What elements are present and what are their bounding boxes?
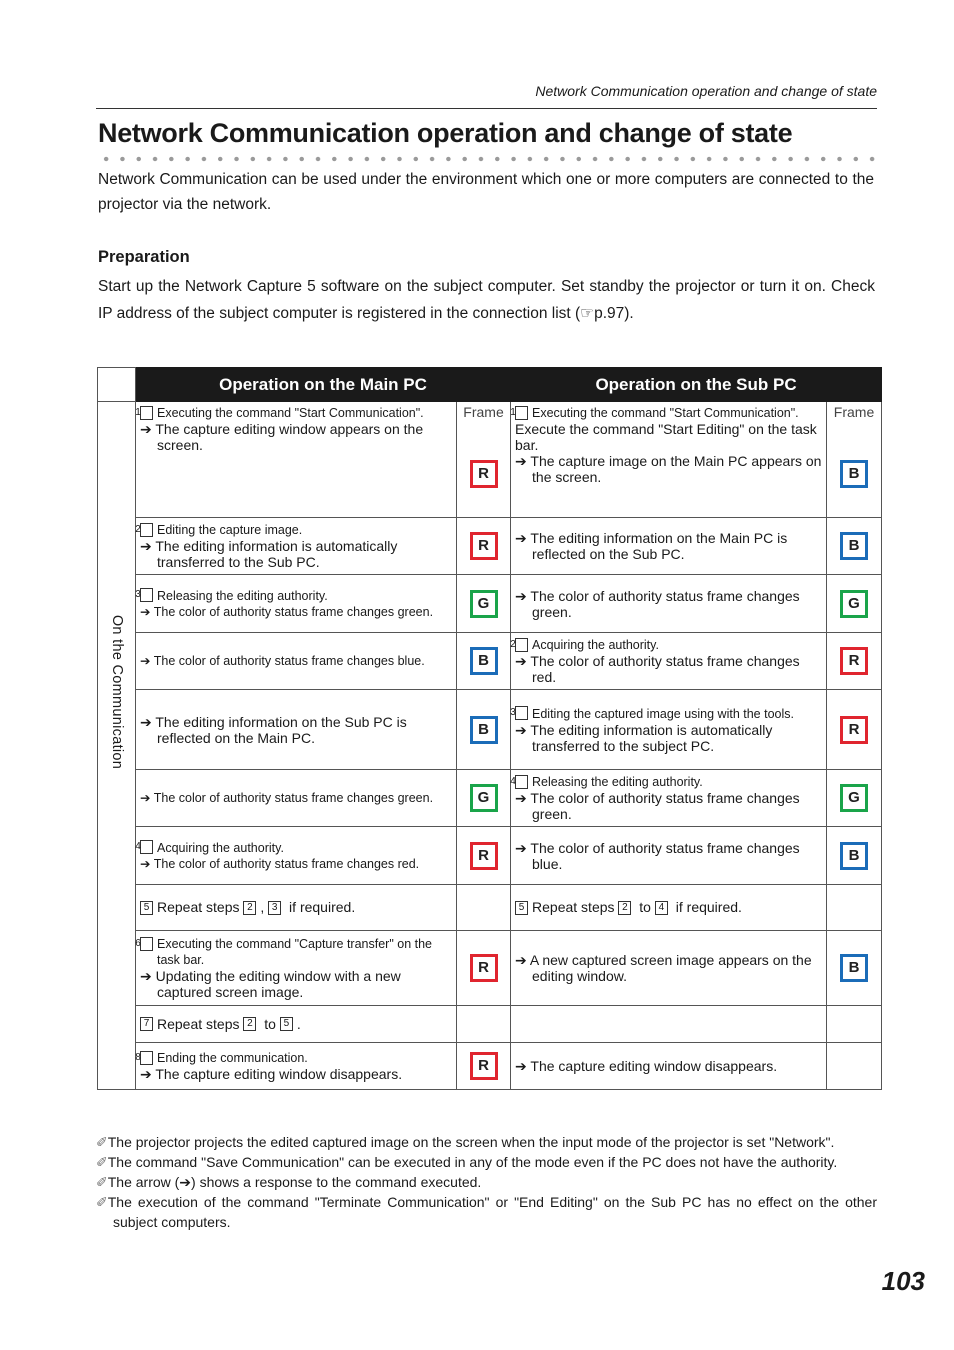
authority-frame-b: B (470, 716, 498, 744)
result-line (140, 538, 453, 570)
sub-pc-cell (511, 575, 827, 633)
result-text: The color of authority status frame changes green. (153, 791, 434, 805)
authority-frame-r: R (470, 954, 498, 982)
frame-cell (457, 1043, 511, 1090)
sub-pc-cell (511, 1043, 827, 1090)
result-line (140, 653, 453, 669)
side-label: On the Communication (108, 614, 125, 770)
main-pc-cell (136, 518, 457, 575)
authority-frame-g: G (470, 784, 498, 812)
preparation-heading: Preparation (98, 248, 190, 266)
step-action-line (135, 588, 453, 604)
arrow-icon: ➔ (140, 538, 152, 554)
step-action-line (135, 1050, 453, 1066)
step-number: 5 (280, 1017, 293, 1031)
step-number: 6 (140, 937, 153, 951)
arrow-icon: ➔ (140, 791, 151, 805)
sub-pc-cell (511, 931, 827, 1006)
main-pc-cell (136, 402, 457, 518)
repeat-pre: Repeat steps (157, 1015, 244, 1032)
arrow-icon: ➔ (140, 968, 152, 984)
step-number: 2 (243, 901, 256, 915)
arrow-icon: ➔ (515, 530, 527, 546)
sub-pc-cell (511, 885, 827, 931)
frame-cell (457, 518, 511, 575)
result-text: The editing information on the Sub PC is reflected on the Main PC. (155, 713, 407, 746)
repeat-post: if required. (671, 899, 742, 916)
authority-frame-g: G (470, 590, 498, 618)
result-text: The capture editing window appears on the screen. (155, 421, 424, 453)
sub-pc-cell (511, 1006, 827, 1043)
result-line (140, 421, 453, 453)
sub-pc-cell (511, 518, 827, 575)
main-pc-cell (136, 827, 457, 885)
step-action-line (510, 637, 823, 653)
step-action-extra: Execute the command "Start Editing" on the task bar. (515, 421, 817, 453)
result-line (140, 714, 453, 746)
step-number: 3 (515, 706, 528, 720)
repeat-sep: to (635, 899, 655, 916)
result-line (140, 790, 453, 806)
note-item (96, 1152, 877, 1172)
table-row (98, 770, 882, 827)
frame-cell (827, 402, 882, 518)
authority-frame-b: B (840, 954, 868, 982)
step-number: 3 (140, 588, 153, 602)
sub-pc-cell (511, 770, 827, 827)
result-text: The color of authority status frame changes green. (530, 587, 800, 620)
result-line (515, 722, 823, 754)
result-line (140, 604, 453, 620)
arrow-icon: ➔ (515, 839, 527, 856)
corner-cell (98, 368, 136, 402)
note-item (96, 1192, 877, 1232)
frame-cell (457, 931, 511, 1006)
note-text: The arrow (➔) shows a response to the command executed. (107, 1174, 482, 1190)
result-line (515, 653, 823, 685)
page-title: Network Communication operation and change of state (98, 118, 793, 148)
intro-paragraph: Network Communication can be used under the environment which one or more computers are connected to the projector via the network. (98, 171, 874, 213)
step-number: 4 (655, 901, 668, 915)
step-action-line (135, 936, 453, 968)
frame-cell (827, 885, 882, 931)
sub-pc-cell (511, 827, 827, 885)
step-action-line (135, 405, 453, 421)
authority-frame-b: B (470, 647, 498, 675)
pencil-note-icon: ✐ (96, 1134, 108, 1150)
arrow-icon: ➔ (140, 856, 151, 871)
table-row (98, 931, 882, 1006)
result-text: A new captured screen image appears on the editing window. (529, 952, 812, 984)
step-action: Executing the command "Capture transfer" on the task bar. (157, 937, 432, 967)
authority-frame-r: R (470, 460, 498, 488)
step-number: 1 (515, 406, 528, 420)
frame-cell (827, 518, 882, 575)
repeat-steps-line (140, 1016, 453, 1032)
sub-pc-cell (511, 690, 827, 770)
main-pc-header: Operation on the Main PC (136, 368, 511, 402)
authority-frame-b: B (840, 842, 868, 870)
arrow-icon: ➔ (140, 713, 152, 730)
page-number: 103 (881, 1266, 925, 1296)
frame-cell (457, 827, 511, 885)
frame-cell (827, 575, 882, 633)
table-row (98, 885, 882, 931)
step-action: Releasing the editing authority. (157, 588, 328, 603)
step-number: 3 (268, 901, 281, 915)
authority-frame-r: R (840, 647, 868, 675)
repeat-pre: Repeat steps (157, 899, 244, 916)
step-number: 4 (515, 775, 528, 789)
side-label-cell (98, 402, 136, 1090)
step-number: 4 (140, 840, 153, 854)
main-pc-cell (136, 1006, 457, 1043)
arrow-icon: ➔ (515, 1058, 527, 1074)
table-row (98, 690, 882, 770)
header-rule (96, 108, 877, 109)
table-row (98, 402, 882, 518)
operations-table (97, 367, 882, 1090)
notes-list (96, 1132, 877, 1232)
result-line (515, 840, 823, 872)
frame-cell (457, 770, 511, 827)
arrow-icon: ➔ (140, 421, 152, 437)
result-text: The editing information is automatically transferred to the Sub PC. (155, 538, 398, 570)
authority-frame-g: G (840, 784, 868, 812)
result-line (515, 588, 823, 620)
preparation-text: Start up the Network Capture 5 software on the subject computer. Set standby the projector or turn it on. Check IP address of the subject computer is registered in the connection list (☞p.97). (98, 278, 875, 322)
frame-cell (827, 690, 882, 770)
table-row (98, 518, 882, 575)
result-text: The editing information is automatically transferred to the subject PC. (530, 721, 773, 754)
table-row (98, 633, 882, 690)
arrow-icon: ➔ (515, 790, 527, 806)
arrow-icon: ➔ (515, 721, 527, 738)
frame-cell (827, 633, 882, 690)
main-pc-cell (136, 885, 457, 931)
result-text: The color of authority status frame changes blue. (153, 654, 425, 668)
frame-cell (827, 931, 882, 1006)
pencil-note-icon: ✐ (96, 1174, 108, 1190)
result-text: The capture editing window disappears. (155, 1066, 403, 1082)
result-text: The color of authority status frame changes red. (530, 653, 800, 685)
repeat-post: . (296, 1015, 301, 1032)
note-item (96, 1172, 877, 1192)
result-line (140, 1066, 453, 1082)
frame-column-label: Frame (833, 404, 875, 420)
frame-cell (827, 827, 882, 885)
arrow-icon: ➔ (140, 1066, 152, 1082)
frame-column-label: Frame (463, 404, 504, 420)
result-line (515, 952, 823, 984)
step-number: 5 (515, 901, 528, 915)
pencil-note-icon: ✐ (96, 1154, 108, 1170)
result-line (140, 968, 453, 1000)
pencil-note-icon: ✐ (96, 1194, 108, 1210)
step-action-line (510, 706, 823, 722)
step-action-line (135, 840, 453, 856)
result-text: The capture image on the Main PC appears on the screen. (530, 453, 822, 485)
step-action: Acquiring the authority. (157, 840, 284, 855)
result-line (515, 790, 823, 822)
step-action-line (135, 522, 453, 538)
main-pc-cell (136, 690, 457, 770)
frame-cell (457, 402, 511, 518)
result-line (515, 1058, 823, 1074)
dotted-divider (98, 155, 880, 163)
step-action-line (510, 774, 823, 790)
main-pc-cell (136, 575, 457, 633)
sub-pc-header: Operation on the Sub PC (511, 368, 882, 402)
authority-frame-b: B (840, 460, 868, 488)
frame-cell (457, 885, 511, 931)
main-pc-cell (136, 770, 457, 827)
authority-frame-g: G (840, 590, 868, 618)
step-number: 2 (618, 901, 631, 915)
frame-cell (457, 575, 511, 633)
step-action: Executing the command "Start Communication". (532, 406, 799, 420)
result-text: The color of authority status frame changes green. (530, 790, 800, 822)
authority-frame-b: B (840, 532, 868, 560)
arrow-icon: ➔ (515, 653, 527, 669)
main-pc-cell (136, 633, 457, 690)
repeat-post: if required. (285, 899, 356, 916)
step-action-line (510, 405, 823, 421)
step-number: 2 (140, 523, 153, 537)
result-text: The capture editing window disappears. (530, 1058, 778, 1074)
note-text: The command "Save Communication" can be executed in any of the mode even if the PC does not have the authority. (107, 1154, 838, 1170)
step-action: Executing the command "Start Communication". (157, 406, 424, 420)
step-number: 7 (140, 1017, 153, 1031)
note-text: The execution of the command "Terminate Communication" or "End Editing" on the Sub PC has no effect on the other subject computers. (107, 1194, 877, 1230)
step-action: Editing the captured image using with the tools. (532, 706, 794, 721)
frame-cell (827, 1006, 882, 1043)
running-header: Network Communication operation and change of state (535, 83, 877, 99)
arrow-icon: ➔ (140, 604, 151, 619)
table-row (98, 1006, 882, 1043)
step-action: Ending the communication. (157, 1051, 308, 1065)
repeat-steps-line (140, 899, 453, 915)
repeat-sep: to (260, 1015, 280, 1032)
result-text: The editing information on the Main PC is reflected on the Sub PC. (530, 530, 788, 562)
result-text: The color of authority status frame changes blue. (530, 839, 800, 872)
authority-frame-r: R (470, 1052, 498, 1080)
result-text: The color of authority status frame changes green. (153, 604, 434, 619)
repeat-sep: , (260, 899, 269, 916)
sub-pc-cell (511, 633, 827, 690)
repeat-pre: Repeat steps (532, 899, 619, 916)
step-number: 5 (140, 901, 153, 915)
step-number: 2 (243, 1017, 256, 1031)
authority-frame-r: R (840, 716, 868, 744)
arrow-icon: ➔ (140, 654, 151, 668)
note-text: The projector projects the edited captured image on the screen when the input mode of the projector is set "Network". (107, 1134, 835, 1150)
step-number: 8 (140, 1051, 153, 1065)
step-number: 1 (140, 406, 153, 420)
result-line (515, 453, 823, 485)
note-item (96, 1132, 877, 1152)
arrow-icon: ➔ (515, 453, 527, 469)
table-row (98, 575, 882, 633)
authority-frame-r: R (470, 532, 498, 560)
main-pc-cell (136, 1043, 457, 1090)
frame-cell (457, 633, 511, 690)
result-text: The color of authority status frame changes red. (153, 856, 420, 871)
sub-pc-cell (511, 402, 827, 518)
main-pc-cell (136, 931, 457, 1006)
table-row (98, 827, 882, 885)
result-line (140, 856, 453, 872)
step-action: Editing the capture image. (157, 523, 303, 537)
authority-frame-r: R (470, 842, 498, 870)
step-number: 2 (515, 638, 528, 652)
frame-cell (827, 770, 882, 827)
result-line (515, 530, 823, 562)
result-text: Updating the editing window with a new captured screen image. (155, 968, 401, 1000)
step-action: Releasing the editing authority. (532, 775, 703, 789)
frame-cell (457, 690, 511, 770)
frame-cell (827, 1043, 882, 1090)
repeat-steps-line (515, 899, 823, 915)
arrow-icon: ➔ (515, 587, 527, 604)
frame-cell (457, 1006, 511, 1043)
table-row (98, 1043, 882, 1090)
step-action: Acquiring the authority. (532, 638, 659, 652)
arrow-icon: ➔ (515, 952, 527, 968)
